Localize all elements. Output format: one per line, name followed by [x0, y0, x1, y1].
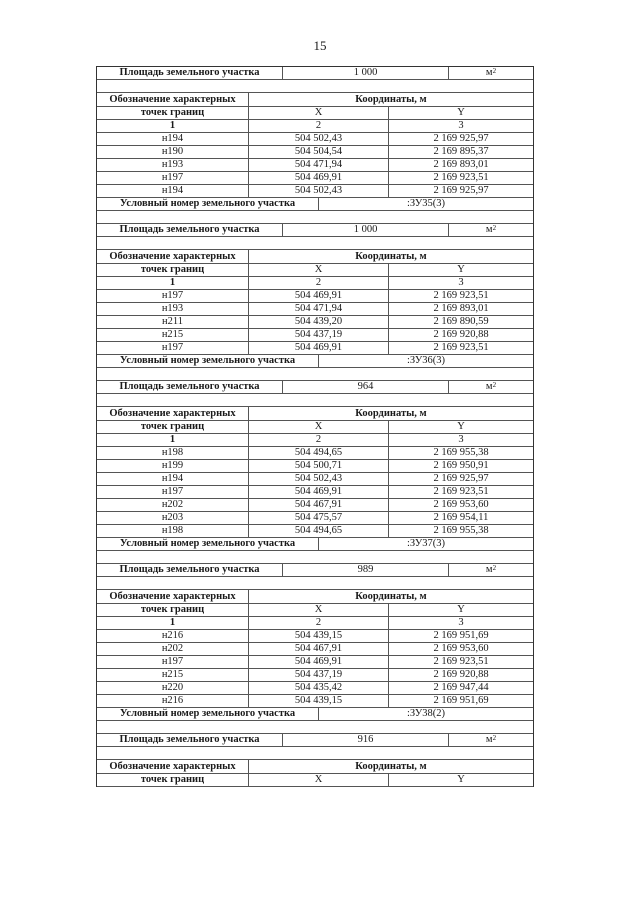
plot-number-value: :ЗУ37(3) [406, 538, 446, 549]
y-coordinate: 2 169 890,59 [433, 316, 489, 327]
x-coordinate: 504 469,91 [249, 486, 389, 498]
column-number: 2 [249, 277, 389, 289]
header-row [97, 93, 533, 107]
x-coordinate: 504 494,65 [249, 525, 389, 537]
area-unit: $м^2$ [485, 381, 497, 392]
coordinates-header: Координаты, м [355, 251, 427, 262]
area-row [97, 224, 533, 237]
area-value: 964 [283, 381, 449, 393]
x-coordinate: 504 475,57 [249, 512, 389, 524]
y-coordinate: 2 169 950,91 [433, 460, 489, 471]
header-row [97, 421, 533, 434]
area-value: 1 000 [283, 224, 449, 236]
point-name: н216 [97, 630, 249, 642]
x-coordinate: 504 467,91 [249, 643, 389, 655]
table-row [97, 146, 533, 159]
point-designation-header: точек границ [97, 604, 249, 616]
plot-number-label: Условный номер земельного участка [97, 198, 319, 210]
point-designation-header: Обозначение характерных [97, 250, 249, 263]
area-label: Площадь земельного участка [97, 734, 283, 746]
y-coordinate: 2 169 923,51 [433, 172, 489, 183]
table-row [97, 460, 533, 473]
area-value: 989 [283, 564, 449, 576]
column-number: 3 [458, 434, 464, 445]
coordinates-header: Координаты, м [355, 408, 427, 419]
area-row [97, 381, 533, 394]
column-number: 3 [458, 120, 464, 131]
area-value: 1 000 [283, 67, 449, 79]
table-row [97, 630, 533, 643]
y-column-header: Y [457, 107, 465, 118]
column-number: 2 [249, 120, 389, 132]
x-coordinate: 504 439,20 [249, 316, 389, 328]
table-row [97, 486, 533, 499]
point-name: н198 [97, 525, 249, 537]
table-row [97, 695, 533, 708]
header-row [97, 760, 533, 774]
y-coordinate: 2 169 893,01 [433, 159, 489, 170]
header-row [97, 250, 533, 264]
x-coordinate: 504 439,15 [249, 630, 389, 642]
point-name: н197 [97, 290, 249, 302]
plot-number-label: Условный номер земельного участка [97, 708, 319, 720]
header-row [97, 264, 533, 277]
table-row [97, 303, 533, 316]
plot-number-value: :ЗУ36(3) [406, 355, 446, 366]
coordinates-header: Координаты, м [355, 591, 427, 602]
point-designation-header: Обозначение характерных [97, 407, 249, 420]
column-number: 3 [458, 277, 464, 288]
area-label: Площадь земельного участка [97, 564, 283, 576]
plot-number-row [97, 538, 533, 551]
x-coordinate: 504 502,43 [249, 133, 389, 145]
spacer-row [97, 368, 533, 381]
table-row [97, 290, 533, 303]
column-number: 1 [97, 617, 249, 629]
y-coordinate: 2 169 953,60 [433, 643, 489, 654]
point-name: н220 [97, 682, 249, 694]
point-name: н197 [97, 656, 249, 668]
x-column-header: X [249, 264, 389, 276]
point-name: н211 [97, 316, 249, 328]
area-unit-superscript: 2 [492, 224, 497, 232]
table-row [97, 525, 533, 538]
x-coordinate: 504 494,65 [249, 447, 389, 459]
plot-number-row [97, 355, 533, 368]
column-number: 1 [97, 120, 249, 132]
point-designation-header: Обозначение характерных [97, 93, 249, 106]
point-name: н203 [97, 512, 249, 524]
x-coordinate: 504 439,15 [249, 695, 389, 707]
coordinates-header: Координаты, м [355, 94, 427, 105]
x-coordinate: 504 437,19 [249, 329, 389, 341]
plot-number-value: :ЗУ35(3) [406, 198, 446, 209]
point-name: н199 [97, 460, 249, 472]
header-row [97, 590, 533, 604]
x-column-header: X [249, 604, 389, 616]
plot-number-value: :ЗУ38(2) [406, 708, 446, 719]
point-name: н197 [97, 172, 249, 184]
y-coordinate: 2 169 955,38 [433, 447, 489, 458]
point-designation-header: точек границ [97, 107, 249, 119]
table-row [97, 669, 533, 682]
point-name: н193 [97, 159, 249, 171]
x-coordinate: 504 469,91 [249, 172, 389, 184]
table-row [97, 682, 533, 695]
area-unit-superscript: 2 [492, 564, 497, 572]
y-coordinate: 2 169 947,44 [433, 682, 489, 693]
x-coordinate: 504 471,94 [249, 303, 389, 315]
area-unit-superscript: 2 [492, 67, 497, 75]
y-coordinate: 2 169 923,51 [433, 486, 489, 497]
y-coordinate: 2 169 923,51 [433, 290, 489, 301]
x-coordinate: 504 502,43 [249, 185, 389, 197]
point-name: н190 [97, 146, 249, 158]
coordinates-table [96, 66, 534, 787]
y-column-header: Y [457, 604, 465, 615]
plot-number-row [97, 198, 533, 211]
spacer-row [97, 211, 533, 224]
area-unit: $м^2$ [485, 67, 497, 78]
column-numbers-row [97, 120, 533, 133]
header-row [97, 604, 533, 617]
x-column-header: X [249, 774, 389, 786]
area-row [97, 734, 533, 747]
x-coordinate: 504 469,91 [249, 290, 389, 302]
table-row [97, 133, 533, 146]
plot-number-row [97, 708, 533, 721]
area-unit-superscript: 2 [492, 381, 497, 389]
column-number: 3 [458, 617, 464, 628]
y-column-header: Y [457, 264, 465, 275]
column-numbers-row [97, 617, 533, 630]
y-coordinate: 2 169 925,97 [433, 133, 489, 144]
x-coordinate: 504 437,19 [249, 669, 389, 681]
header-row [97, 107, 533, 120]
y-coordinate: 2 169 953,60 [433, 499, 489, 510]
area-value: 916 [283, 734, 449, 746]
table-row [97, 512, 533, 525]
area-row [97, 564, 533, 577]
x-column-header: X [249, 421, 389, 433]
column-numbers-row [97, 277, 533, 290]
x-coordinate: 504 500,71 [249, 460, 389, 472]
point-name: н197 [97, 342, 249, 354]
point-name: н216 [97, 695, 249, 707]
point-designation-header: Обозначение характерных [97, 760, 249, 773]
y-coordinate: 2 169 920,88 [433, 669, 489, 680]
point-name: н197 [97, 486, 249, 498]
area-unit: $м^2$ [485, 564, 497, 575]
plot-number-label: Условный номер земельного участка [97, 538, 319, 550]
table-row [97, 473, 533, 486]
area-row [97, 67, 533, 80]
header-row [97, 774, 533, 787]
area-unit: $м^2$ [485, 734, 497, 745]
table-row [97, 185, 533, 198]
point-designation-header: точек границ [97, 421, 249, 433]
y-coordinate: 2 169 923,51 [433, 342, 489, 353]
x-coordinate: 504 502,43 [249, 473, 389, 485]
point-name: н194 [97, 133, 249, 145]
point-name: н198 [97, 447, 249, 459]
column-number: 2 [249, 617, 389, 629]
x-coordinate: 504 471,94 [249, 159, 389, 171]
y-coordinate: 2 169 923,51 [433, 656, 489, 667]
column-number: 1 [97, 434, 249, 446]
coordinates-header: Координаты, м [355, 761, 427, 772]
x-coordinate: 504 467,91 [249, 499, 389, 511]
y-coordinate: 2 169 951,69 [433, 695, 489, 706]
spacer-row [97, 80, 533, 93]
area-label: Площадь земельного участка [97, 67, 283, 79]
area-label: Площадь земельного участка [97, 224, 283, 236]
y-coordinate: 2 169 920,88 [433, 329, 489, 340]
y-coordinate: 2 169 925,97 [433, 185, 489, 196]
table-row [97, 329, 533, 342]
area-unit: $м^2$ [485, 224, 497, 235]
spacer-row [97, 394, 533, 407]
point-name: н194 [97, 473, 249, 485]
spacer-row [97, 747, 533, 760]
point-name: н215 [97, 329, 249, 341]
spacer-row [97, 577, 533, 590]
spacer-row [97, 551, 533, 564]
column-numbers-row [97, 434, 533, 447]
table-row [97, 656, 533, 669]
table-row [97, 172, 533, 185]
table-row [97, 447, 533, 460]
y-coordinate: 2 169 925,97 [433, 473, 489, 484]
point-name: н194 [97, 185, 249, 197]
point-name: н202 [97, 643, 249, 655]
x-coordinate: 504 504,54 [249, 146, 389, 158]
y-column-header: Y [457, 774, 465, 785]
point-designation-header: точек границ [97, 774, 249, 786]
y-coordinate: 2 169 893,01 [433, 303, 489, 314]
point-designation-header: Обозначение характерных [97, 590, 249, 603]
x-coordinate: 504 469,91 [249, 656, 389, 668]
point-name: н202 [97, 499, 249, 511]
y-column-header: Y [457, 421, 465, 432]
area-label: Площадь земельного участка [97, 381, 283, 393]
area-unit-superscript: 2 [492, 734, 497, 742]
x-column-header: X [249, 107, 389, 119]
x-coordinate: 504 469,91 [249, 342, 389, 354]
table-row [97, 316, 533, 329]
y-coordinate: 2 169 951,69 [433, 630, 489, 641]
y-coordinate: 2 169 954,11 [433, 512, 489, 523]
plot-number-label: Условный номер земельного участка [97, 355, 319, 367]
table-row [97, 342, 533, 355]
table-row [97, 499, 533, 512]
table-row [97, 159, 533, 172]
column-number: 2 [249, 434, 389, 446]
point-name: н193 [97, 303, 249, 315]
header-row [97, 407, 533, 421]
point-name: н215 [97, 669, 249, 681]
page-number: 15 [313, 38, 327, 53]
column-number: 1 [97, 277, 249, 289]
table-row [97, 643, 533, 656]
y-coordinate: 2 169 955,38 [433, 525, 489, 536]
point-designation-header: точек границ [97, 264, 249, 276]
x-coordinate: 504 435,42 [249, 682, 389, 694]
spacer-row [97, 237, 533, 250]
y-coordinate: 2 169 895,37 [433, 146, 489, 157]
spacer-row [97, 721, 533, 734]
